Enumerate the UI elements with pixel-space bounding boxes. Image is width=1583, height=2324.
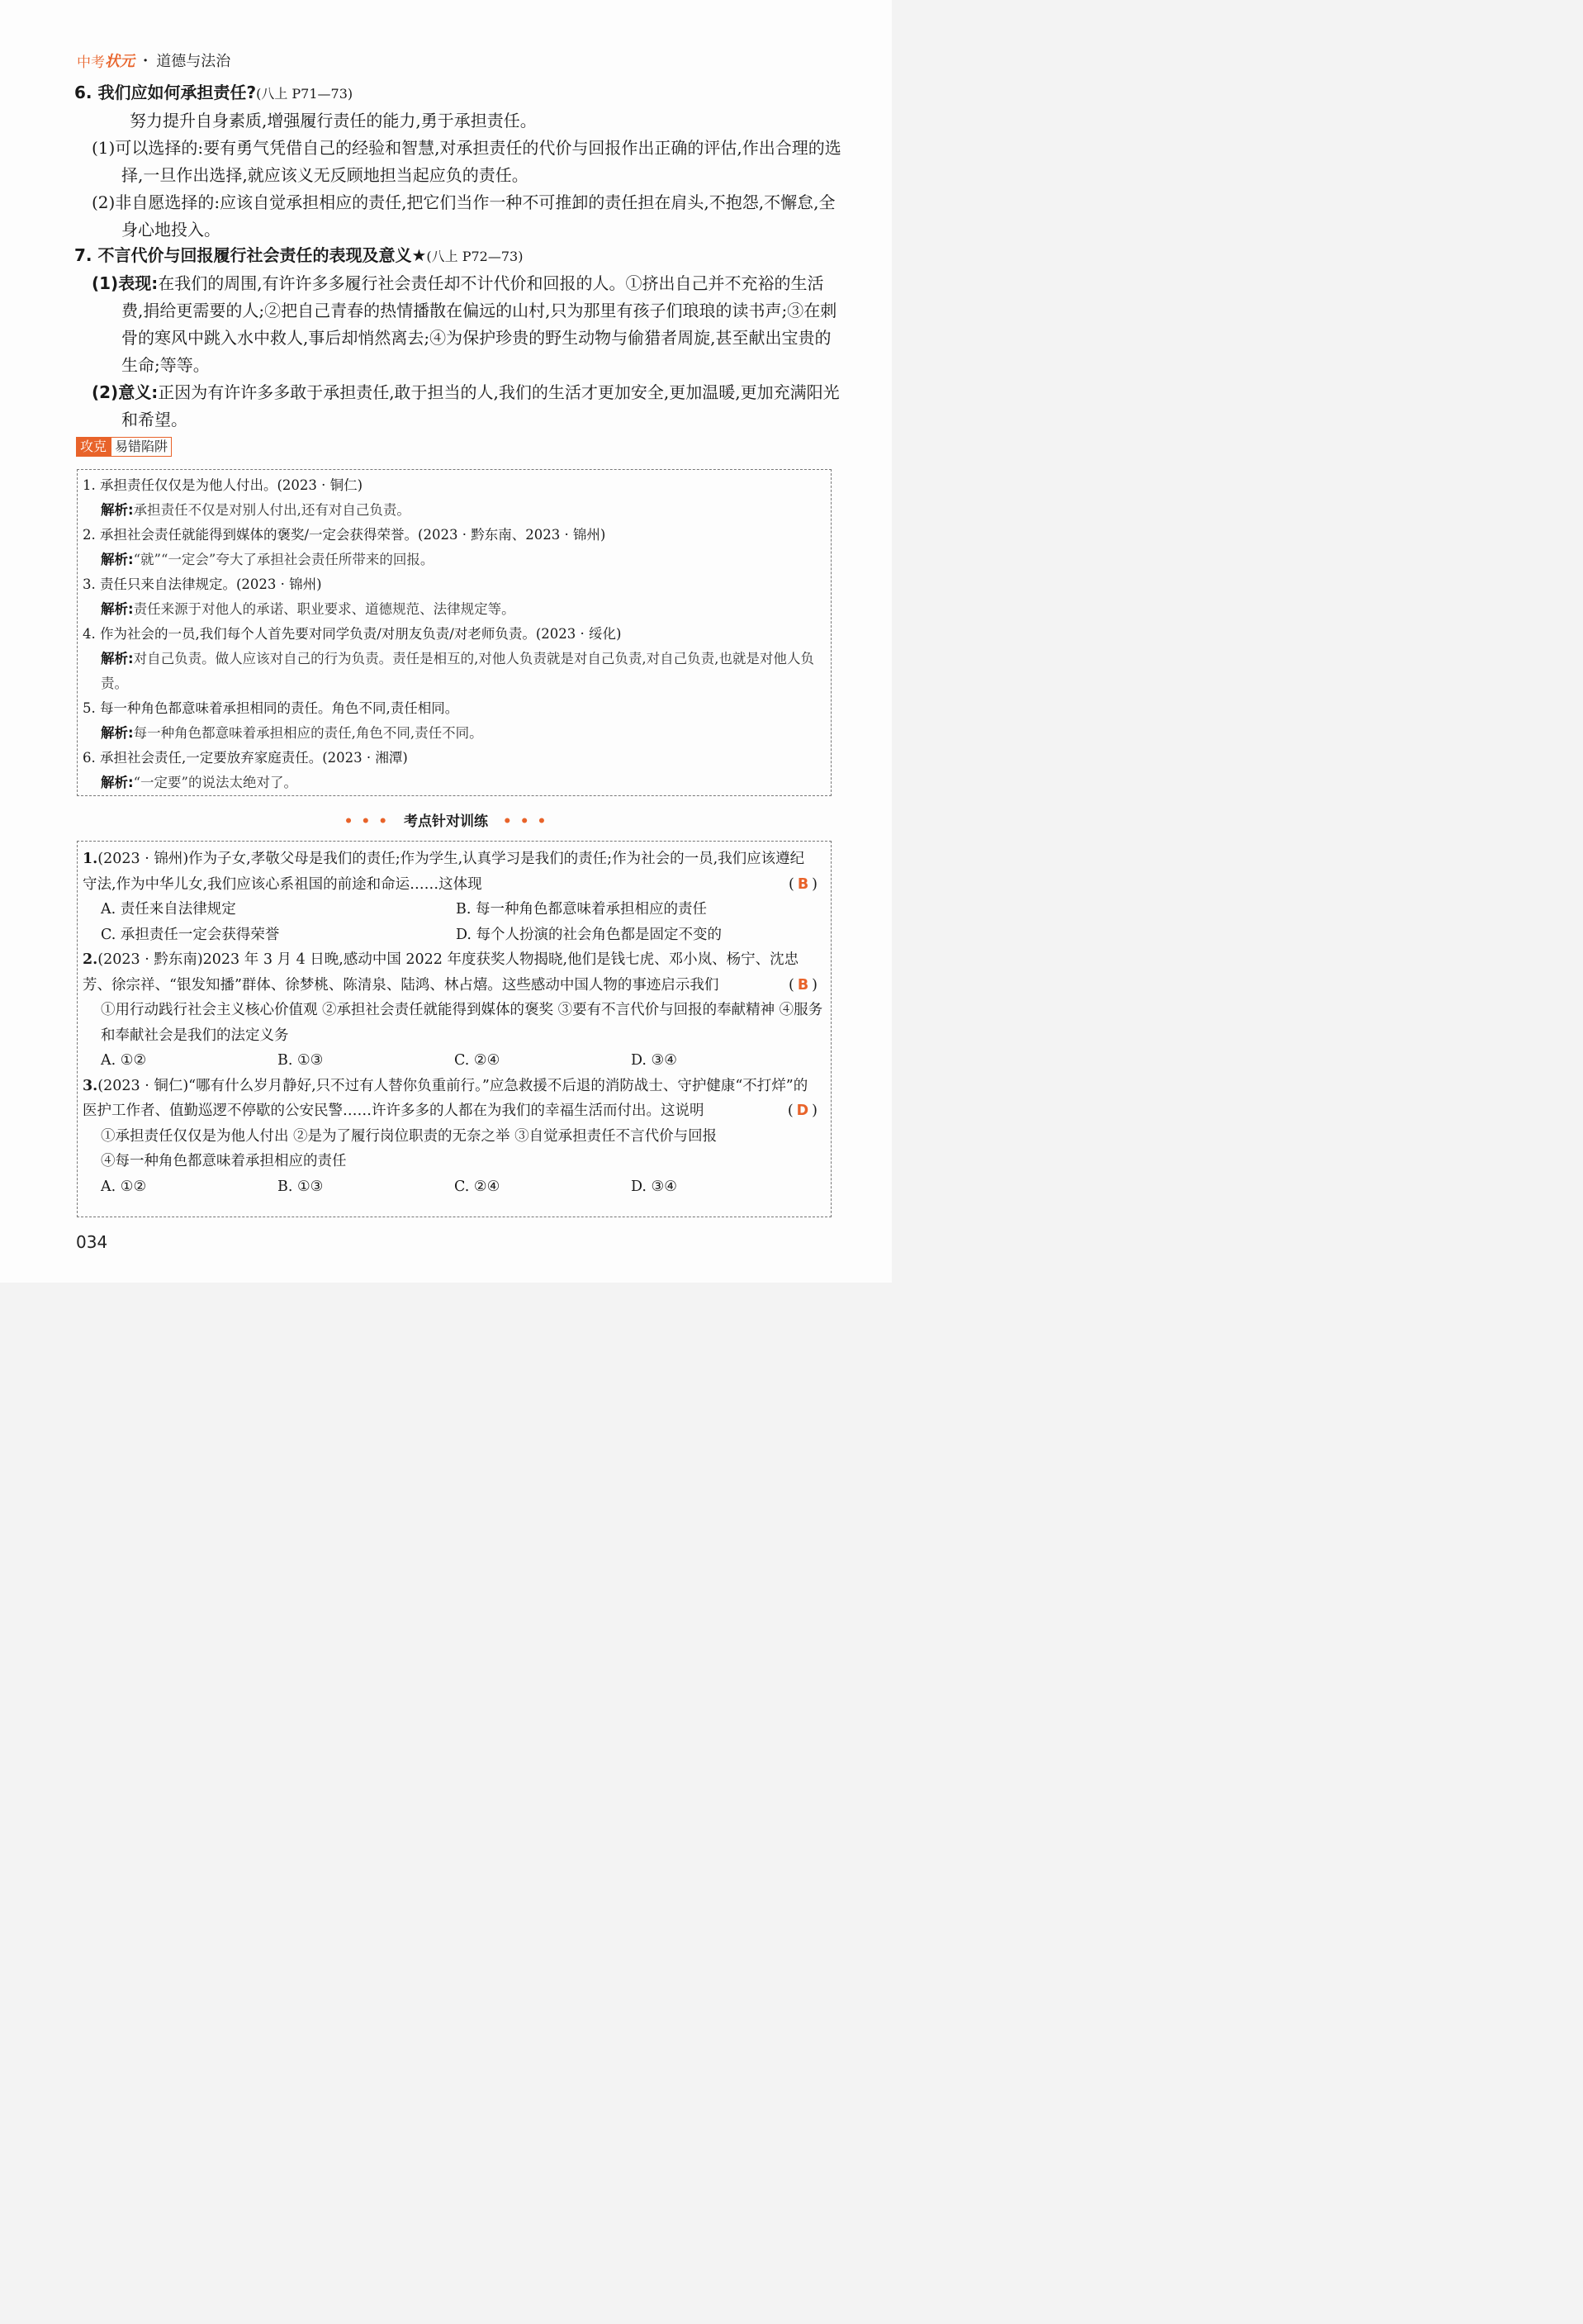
kp6-item-1: (1)可以选择的:要有勇气凭借自己的经验和智慧,对承担责任的代价与回报作出正确的评估,作出合理的选择,一旦作出选择,就应该义无反顾地担当起应负的责任。 [92,138,841,185]
option: D. 每个人扮演的社会角色都是固定不变的 [456,926,723,943]
brand-logo-a: 中考 [77,54,105,71]
kp6-ref: (八上 P71—73) [256,86,353,102]
training-box [77,841,832,1217]
trap-analysis: 解析:责任来源于对他人的承诺、职业要求、道德规范、法律规定等。 [101,601,515,617]
kp7-title: 7. 不言代价与回报履行社会责任的表现及意义★(八上 P72—73) [74,245,524,265]
header [77,50,230,71]
trap-tag-a: 攻克 [76,437,111,457]
kp7-item-2-text: 正因为有许许多多敢于承担责任,敢于担当的人,我们的生活才更加安全,更加温暖,更加充满阳光和希望。 [121,382,840,429]
kp7-item-2 [74,379,842,434]
trap-box [77,469,832,796]
answer-3: ( D ) [787,1103,818,1119]
kp6-para: 努力提升自身素质,增强履行责任的能力,勇于承担责任。 [130,111,537,130]
option: A. ①② [101,1178,147,1195]
kp7-item-1-text: 在我们的周围,有许许多多履行社会责任却不计代价和回报的人。①挤出自己并不充裕的生活费,捐给更需要的人;②把自己青春的热情播散在偏远的山村,只为那里有孩子们琅琅的读书声;③在刺骨的寒风中跳入水中救人,事后却悄然离去;④为保护珍贵的野生动物与偷猎者周旋,甚至献出宝贵的生命;等等。 [121,273,837,375]
trap-question: 6. 承担社会责任,一定要放弃家庭责任。(2023 · 湘潭) [83,750,408,766]
trap-question: 4. 作为社会的一员,我们每个人首先要对同学负责/对朋友负责/对老师负责。(2023 · 绥化) [83,626,622,642]
training-title [0,809,892,830]
title-dots-left: • • • [344,813,390,830]
option: B. 每一种角色都意味着承担相应的责任 [456,901,707,918]
kp6-item-2: (2)非自愿选择的:应该自觉承担相应的责任,把它们当作一种不可推卸的责任担在肩头,不抱怨,不懈怠,全身心地投入。 [92,192,836,240]
question-2-statements: ①用行动践行社会主义核心价值观 ②承担社会责任就能得到媒体的褒奖 ③要有不言代价与回报的奉献精神 ④服务和奉献社会是我们的法定义务 [101,1002,823,1044]
knowledge-point-7 [74,242,842,434]
option: C. 承担责任一定会获得荣誉 [101,926,280,943]
trap-analysis: 解析:承担责任不仅是对别人付出,还有对自己负责。 [101,502,410,518]
option: C. ②④ [454,1178,500,1195]
kp7-item-1-label: (1)表现: [92,273,159,293]
answer-1: ( B ) [789,875,818,893]
answer-2: ( B ) [789,976,818,994]
question-2-options [83,1048,826,1074]
trap-question: 3. 责任只来自法律规定。(2023 · 锦州) [83,576,322,592]
trap-analysis: 解析:对自己负责。做人应该对自己的行为负责。责任是相互的,对他人负责就是对自己负责,对自己负责,也就是对他人负责。 [101,651,814,691]
question-3-options [83,1174,826,1200]
trap-analysis: 解析:每一种角色都意味着承担相应的责任,角色不同,责任不同。 [101,725,483,741]
question-3-statements-1: ①承担责任仅仅是为他人付出 ②是为了履行岗位职责的无奈之举 ③自觉承担责任不言代价与回报 [101,1127,718,1145]
question-2-stem: 2.(2023 · 黔东南)2023 年 3 月 4 日晚,感动中国 2022 年度获奖人物揭晓,他们是钱七虎、邓小岚、杨宁、沈忠芳、徐宗祥、“银发知播”群体、徐梦桃、陈清泉、陆鸿、林占熺。这些感动中国人物的事迹启示我们 ( B ) [83,947,826,998]
trap-question: 2. 承担社会责任就能得到媒体的褒奖/一定会获得荣誉。(2023 · 黔东南、2023 · 锦州) [83,527,606,543]
training-title-text: 考点针对训练 [404,813,488,830]
subject-title: 道德与法治 [156,53,231,70]
option: D. ③④ [631,1178,677,1195]
trap-analysis: 解析:“就”“一定会”夸大了承担社会责任所带来的回报。 [101,552,434,567]
page [0,0,892,1283]
trap-tag-b: 易错陷阱 [111,437,172,457]
title-dots-right: • • • [502,813,548,830]
option: B. ①③ [277,1052,324,1069]
brand-logo-b: 状元 [105,53,135,70]
option: A. 责任来自法律规定 [101,901,236,918]
option: B. ①③ [277,1178,324,1195]
page-number: 034 [76,1232,108,1252]
question-1-options [83,897,826,922]
option: A. ①② [101,1052,147,1069]
question-3-statements-2: ④每一种角色都意味着承担相应的责任 [101,1153,347,1169]
question-1-stem: 1.(2023 · 锦州)作为子女,孝敬父母是我们的责任;作为学生,认真学习是我们的责任;作为社会的一员,我们应该遵纪守法,作为中华儿女,我们应该心系祖国的前途和命运……这体现 ( B ) [83,847,826,897]
trap-question: 5. 每一种角色都意味着承担相同的责任。角色不同,责任相同。 [83,700,459,716]
trap-analysis: 解析:“一定要”的说法太绝对了。 [101,775,297,790]
knowledge-point-6 [74,79,842,244]
header-dot: · [143,51,149,69]
question-1-options [83,922,826,948]
option: D. ③④ [631,1052,677,1069]
kp7-item-1 [74,270,842,379]
option: C. ②④ [454,1052,500,1069]
kp7-item-2-label: (2)意义: [92,382,159,402]
question-3-stem: 3.(2023 · 铜仁)“哪有什么岁月静好,只不过有人替你负重前行。”应急救援不后退的消防战士、守护健康“不打烊”的医护工作者、值勤巡逻不停歇的公安民警……许许多多的人都在为我们的幸福生活而付出。这说明 ( D ) [83,1074,826,1124]
kp7-ref: (八上 P72—73) [426,249,524,264]
trap-section-tag [76,437,172,457]
kp6-title: 6. 我们应如何承担责任?(八上 P71—73) [74,83,353,102]
trap-question: 1. 承担责任仅仅是为他人付出。(2023 · 铜仁) [83,477,363,493]
